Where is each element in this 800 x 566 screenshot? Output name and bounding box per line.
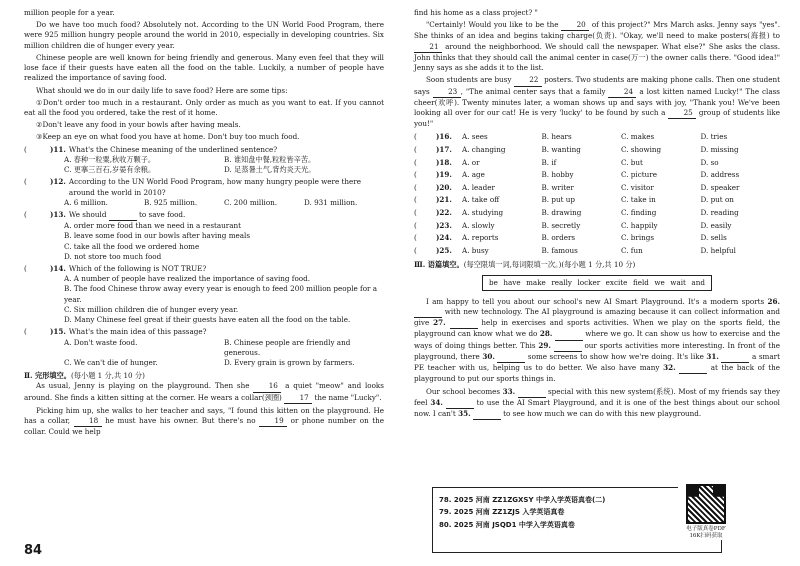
option: B. famous xyxy=(541,245,578,255)
left-column xyxy=(24,8,384,440)
answer-blank[interactable] xyxy=(446,398,474,409)
option: A. leader xyxy=(462,182,495,192)
option: C. fun xyxy=(621,245,643,255)
right-column xyxy=(414,8,780,422)
word-bank-item: field xyxy=(632,277,649,287)
question-15-options: A. Don't waste food. B. Chinese people are friendly and generous. C. We can't die of hunger. D. Every grain is grown by farmers. xyxy=(64,337,355,367)
word-bank-item: make xyxy=(526,277,546,287)
option: C. brings xyxy=(621,233,655,243)
mc-row: ( )20. A. leader B. writer C. visitor D. speaker xyxy=(414,182,780,195)
question-14: ( )14. Which of the following is NOT TRUE? xyxy=(24,264,207,274)
answer-paren[interactable]: ( xyxy=(414,220,417,230)
option: C. take in xyxy=(621,195,656,205)
answer-blank[interactable] xyxy=(414,307,442,318)
answer-blank[interactable] xyxy=(497,352,525,363)
option: A. changing xyxy=(462,145,506,154)
cloze-blank[interactable]: 21 xyxy=(414,42,442,53)
question-12-options: A. 6 million. B. 925 million. C. 200 million. D. 931 million. xyxy=(64,197,358,207)
tip-item: ③Keep an eye on what food you have at home. Don't buy too much food. xyxy=(36,132,300,142)
cloze-blank[interactable]: 17 xyxy=(284,393,312,404)
cloze-paragraph: "Certainly! Would you like to be the 20 of this project?" Mrs March asks. Jenny says "yes". She thinks of an idea and begins taking charge(负责). "Okay, we'll need to make posters(海报) to 21 around the neighborhood. We should call the newspaper. What else?" She asks the class. John thinks that they should call the animal center in case(万一) the owner calls there. "Good idea!" Jenny says as she adds it to the list. xyxy=(414,20,780,73)
option: C. visitor xyxy=(621,182,654,192)
mc-row: ( )16. A. sees B. hears C. makes D. tries xyxy=(414,131,780,144)
tip-item: ①Don't order too much in a restaurant. Only order as much as you want to eat. If you cannot eat all the food you ordered, take the rest of it home. xyxy=(24,97,384,117)
option: A. busy xyxy=(462,245,489,255)
option: A. slowly xyxy=(462,220,495,230)
cloze-paragraph: Picking him up, she walks to her teacher and says, "I found this kitten on the playground. He has a collar, 18 he must have his owner. But there's no 19 or phone number on the collar. Could we help xyxy=(24,405,384,437)
option: C. take all the food we ordered home xyxy=(64,241,200,251)
mc-row: ( )17. A. changing B. wanting C. showing D. missing xyxy=(414,144,780,157)
answer-blank[interactable] xyxy=(109,210,137,221)
answer-paren[interactable]: ( xyxy=(414,207,417,217)
option: A. reports xyxy=(462,233,499,243)
answer-blank[interactable] xyxy=(679,363,707,374)
option: B. if xyxy=(541,157,557,167)
option: D. easily xyxy=(700,220,732,230)
passage-paragraph: What should we do in our daily life to save food? Here are some tips: xyxy=(36,85,288,95)
text-paragraph: Our school becomes 33. special with this new system(系统). Most of my friends say they feel 34. to use the AI Smart Playground, and it is one of the best things about our school now. I can't 35. to see how much we can do with this new playground. xyxy=(414,387,780,421)
cloze-blank[interactable]: 16 xyxy=(253,381,281,392)
option: A. A number of people have realized the importance of saving food. xyxy=(64,274,311,284)
option: D. address xyxy=(700,170,740,180)
answer-paren[interactable]: ( xyxy=(414,132,417,142)
word-bank-item: and xyxy=(691,277,705,287)
option: B. hears xyxy=(541,132,572,142)
answer-paren[interactable]: ( xyxy=(24,327,27,337)
mc-row: ( )22. A. studying B. drawing C. finding D. reading xyxy=(414,207,780,220)
related-exam-link[interactable]: 79. 2025 河南 ZZ1ZJS 入学英语真卷 xyxy=(439,508,565,517)
option: A. take off xyxy=(462,195,500,205)
question-11-options: A. 春种一粒粟,秋收万颗子。 B. 谁知盘中餐,粒粒皆辛苦。 C. 更搴三百石,岁晏有余粮。 D. 足蒸暑土气,背灼炎天光。 xyxy=(64,154,316,175)
related-exam-link[interactable]: 80. 2025 河南 JSQD1 中学入学英语真卷 xyxy=(439,520,575,529)
answer-blank[interactable] xyxy=(473,409,501,420)
answer-blank[interactable] xyxy=(555,329,583,340)
answer-paren[interactable]: ( xyxy=(414,195,417,205)
passage-paragraph: Chinese people are well known for being friendly and generous. Many even feel that they will lose face if their guests have eaten all the food on the table. Luckily, a number of people have realized the importance of saving food. xyxy=(24,52,384,83)
option: A. age xyxy=(462,170,485,180)
option: B. hobby xyxy=(541,170,574,180)
option: C. Six million children die of hunger every year. xyxy=(64,304,239,314)
answer-paren[interactable]: ( xyxy=(24,144,27,154)
option: B. drawing xyxy=(541,207,582,217)
option: D. reading xyxy=(700,207,739,217)
answer-paren[interactable]: ( xyxy=(24,264,27,274)
option: D. missing xyxy=(700,145,739,154)
word-bank-item: really xyxy=(551,277,572,287)
option: C. picture xyxy=(621,170,657,180)
cloze-paragraph: Soon students are busy 22 posters. Two students are making phone calls. Then one student says 23 , "The animal center says that a family 24 a lost kitten named Lucky!" The class cheer(欢呼). Twenty minutes later, a woman shows up and says with joy, "Thank you! We've been looking all over for our cat! He is very 'lucky' to be found by such a 25 group of students like you!" xyxy=(414,75,780,129)
cloze-paragraph: find his home as a class project? " xyxy=(414,8,538,17)
related-exam-link[interactable]: 78. 2025 河南 ZZ1ZGXSY 中学入学英语真卷(二) xyxy=(439,496,606,504)
option: B. orders xyxy=(541,233,576,243)
qr-block xyxy=(678,484,734,540)
word-bank xyxy=(482,275,712,291)
option: B. The food Chinese throw away every year is enough to feed 200 million people for a year. xyxy=(64,284,378,304)
option: D. helpful xyxy=(700,245,736,255)
word-bank-item: locker xyxy=(577,277,601,287)
answer-paren[interactable]: ( xyxy=(414,233,417,243)
qr-caption: 16K扫码获取 xyxy=(689,533,723,540)
answer-blank[interactable] xyxy=(721,352,749,363)
option: C. makes xyxy=(621,132,655,142)
option: C. but xyxy=(621,157,643,167)
answer-blank[interactable] xyxy=(554,341,582,352)
mc-row: ( )24. A. reports B. orders C. brings D. sells xyxy=(414,232,780,245)
cloze-blank[interactable]: 20 xyxy=(561,20,589,31)
answer-paren[interactable]: ( xyxy=(414,157,417,167)
passage-fragment: million people for a year. xyxy=(24,8,115,17)
mc-row: ( )19. A. age B. hobby C. picture D. address xyxy=(414,169,780,182)
word-bank-item: wait xyxy=(670,277,686,287)
option: B. writer xyxy=(541,182,574,192)
question-13: ( )13. We should to save food. xyxy=(24,210,384,221)
answer-paren[interactable]: ( xyxy=(24,177,27,187)
option: B. put up xyxy=(541,195,575,205)
answer-paren[interactable]: ( xyxy=(414,170,417,180)
cloze-blank[interactable]: 22 xyxy=(514,75,542,86)
cloze-blank[interactable]: 25 xyxy=(668,108,696,119)
option: D. tries xyxy=(700,132,728,142)
page-number: 84 xyxy=(24,542,43,558)
mc-row: ( )18. A. or B. if C. but D. so xyxy=(414,157,780,170)
answer-blank[interactable] xyxy=(450,318,478,329)
option: D. not store too much food xyxy=(64,251,162,261)
mc-row: ( )21. A. take off B. put up C. take in D. put on xyxy=(414,194,780,207)
answer-paren[interactable]: ( xyxy=(24,209,27,219)
cloze-blank[interactable]: 24 xyxy=(608,87,636,98)
answer-paren[interactable]: ( xyxy=(414,245,417,255)
option: D. Many Chinese feel great if their guests have eaten all the food on the table. xyxy=(64,315,351,325)
option: D. sells xyxy=(700,233,727,243)
cloze-blank[interactable]: 18 xyxy=(74,416,102,427)
question-15: ( )15. What's the main idea of this passage? xyxy=(24,327,207,337)
option: B. wanting xyxy=(541,145,581,154)
option: A. sees xyxy=(462,132,488,142)
qr-code-icon[interactable] xyxy=(686,484,726,524)
option: D. so xyxy=(700,157,719,167)
option: B. secretly xyxy=(541,220,581,230)
question-11: ( )11. What's the Chinese meaning of the underlined sentence? xyxy=(24,144,278,154)
mc-row: ( )25. A. busy B. famous C. fun D. helpful xyxy=(414,245,780,258)
section-2-title: Ⅱ. 完形填空。(每小题 1 分,共 10 分) xyxy=(24,371,145,381)
word-bank-item: be xyxy=(489,277,498,287)
option: A. or xyxy=(462,157,480,167)
option: A. order more food than we need in a restaurant xyxy=(64,221,242,231)
cloze-options-list xyxy=(414,131,780,257)
word-bank-item: have xyxy=(503,277,521,287)
answer-paren[interactable]: ( xyxy=(414,145,417,154)
option: D. put on xyxy=(700,195,734,205)
mc-row: ( )23. A. slowly B. secretly C. happily D. easily xyxy=(414,220,780,233)
qr-caption: 电子版真卷PDF xyxy=(686,526,726,532)
cloze-paragraph: As usual, Jenny is playing on the playground. Then she 16 a quiet "meow" and looks around. She finds a kitten sitting at the corner. He wears a collar(颈圈) 17 the name "Lucky". xyxy=(24,381,384,403)
tip-item: ②Don't leave any food in your bowls after having meals. xyxy=(36,120,241,130)
option: A. studying xyxy=(462,207,504,217)
cloze-blank[interactable]: 23 xyxy=(433,87,461,98)
cloze-blank[interactable]: 19 xyxy=(259,416,287,427)
option: C. showing xyxy=(621,145,662,154)
answer-paren[interactable]: ( xyxy=(414,182,417,192)
passage-paragraph: Do we have too much food? Absolutely not. According to the UN World Food Program, there were 925 million hungry people around the world in 2010, especially in developing countries. Six million children die of hunger every year. xyxy=(24,20,384,50)
answer-blank[interactable] xyxy=(518,387,546,398)
section-3-title: Ⅲ. 语篇填空。(每空限填一词,每词限填一次。)(每小题 1 分,共 10 分) xyxy=(414,260,636,270)
option: B. leave some food in our bowls after having meals xyxy=(64,231,251,241)
option: D. speaker xyxy=(700,182,740,192)
option: C. finding xyxy=(621,207,657,217)
word-bank-item: we xyxy=(654,277,665,287)
text-paragraph: I am happy to tell you about our school's new AI Smart Playground. It's a modern sports 26. with new technology. The AI playground is amazing because it can collect information and give 27. help in exercises and sports activities. When we play on the sports field, the playground can know what we do 28. where we go. It can show us how to exercise and the ways of doing things better. This 29. our sports activities more interesting. In front of the playground, there 30. some screens to show how we're doing. It's like 31. a smart PE teacher with us, helping us to do better. We also have many 32. at the back of the playground to put our sports things in. xyxy=(414,296,780,384)
question-12: ( )12. According to the UN World Food Program, how many hungry people were there around the world in 2010? xyxy=(24,177,361,197)
option: C. happily xyxy=(621,220,658,230)
word-bank-item: excite xyxy=(605,277,628,287)
